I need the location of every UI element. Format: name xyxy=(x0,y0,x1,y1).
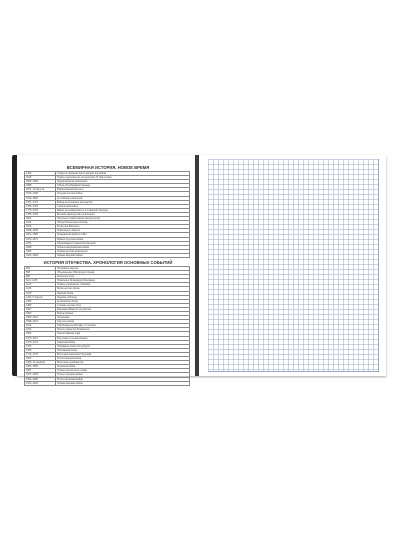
row-date: 862 xyxy=(25,266,56,270)
row-date: 1566–1609 xyxy=(25,180,56,184)
row-event: Крымская война xyxy=(56,365,190,369)
row-event: Нидерландская революция xyxy=(56,180,190,184)
row-event: Семилетняя война xyxy=(56,204,190,208)
row-date: 1242, 5 апреля xyxy=(25,295,56,299)
row-event: Первая мировая война xyxy=(56,381,190,385)
row-event: Опричнина xyxy=(56,316,190,320)
row-date: 1613 xyxy=(25,328,56,332)
notebook xyxy=(16,155,386,385)
row-date: 1804 xyxy=(25,217,56,221)
row-event: Гибель Непобедимой армады xyxy=(56,184,190,188)
row-event: Восстание декабристов xyxy=(56,361,190,365)
row-date: 1492 xyxy=(25,172,56,176)
row-event: Первая русская революция xyxy=(56,249,190,253)
row-event: Образование Германской империи xyxy=(56,241,190,245)
row-date: 1640–1660 xyxy=(25,196,56,200)
notebook-spine xyxy=(12,155,17,376)
row-event: Куликовская битва xyxy=(56,299,190,303)
row-event: Отмена крепостного права xyxy=(56,369,190,373)
row-date: 1670–1671 xyxy=(25,336,56,340)
row-date: 1756–1763 xyxy=(25,204,56,208)
row-event: Основание Санкт-Петербурга xyxy=(56,344,190,348)
row-date: 1547 xyxy=(25,307,56,311)
table-row xyxy=(25,381,190,385)
row-date: 1871 xyxy=(25,241,56,245)
row-event: Испано-американская война xyxy=(56,245,190,249)
row-date: 1572, 24 августа xyxy=(25,188,56,192)
row-date: 1914–1918 xyxy=(25,253,56,257)
row-date: 1812 xyxy=(25,357,56,361)
row-date: 1588 xyxy=(25,184,56,188)
row-date: 988 xyxy=(25,275,56,279)
row-date: 1480 xyxy=(25,303,56,307)
row-event: Русско-японская война xyxy=(56,377,190,381)
row-event: Невская битва xyxy=(56,291,190,295)
row-event: Отечественная война xyxy=(56,357,190,361)
row-date: 1703 xyxy=(25,344,56,348)
table-row xyxy=(25,253,190,257)
row-event: Первое упоминание о Москве xyxy=(56,283,190,287)
center-binding xyxy=(195,155,199,376)
row-date: 1905 xyxy=(25,249,56,253)
row-event: Война за испанское наследство xyxy=(56,200,190,204)
row-event: Взятие Казани xyxy=(56,312,190,316)
row-event: Революции в Европе xyxy=(56,229,190,233)
row-date: 1773–1775 xyxy=(25,352,56,356)
row-date: 1519 xyxy=(25,176,56,180)
row-event: Венчание Ивана IV на царство xyxy=(56,307,190,311)
row-event: Первое кругосветное путешествие Ф. Магеллана xyxy=(56,176,190,180)
row-event: Восстание Степана Разина xyxy=(56,336,190,340)
row-event: Поход Наполеона в Россию xyxy=(56,221,190,225)
row-date: 1848–1849 xyxy=(25,229,56,233)
row-event: Франко-прусская война xyxy=(56,237,190,241)
grid-page xyxy=(208,159,379,372)
row-date: 1701–1714 xyxy=(25,200,56,204)
row-date: 1113–1125 xyxy=(25,279,56,283)
row-date: 1618–1648 xyxy=(25,192,56,196)
row-date: 1825, 14 декабря xyxy=(25,361,56,365)
row-event: Крещение Руси xyxy=(56,275,190,279)
row-event: Английская революция xyxy=(56,196,190,200)
row-event: Объединение Новгорода и Киева xyxy=(56,271,190,275)
row-event: Варфоломеевская ночь xyxy=(56,188,190,192)
row-event: Тридцатилетняя война xyxy=(56,192,190,196)
row-date: 1223 xyxy=(25,287,56,291)
row-date: 1565–1572 xyxy=(25,316,56,320)
row-event: Начало династии Романовых xyxy=(56,328,190,332)
row-date: 1654 xyxy=(25,332,56,336)
row-event: Смутное время xyxy=(56,320,190,324)
row-event: Восстание Емельяна Пугачёва xyxy=(56,352,190,356)
row-event: Битва на реке Калке xyxy=(56,287,190,291)
row-date: 1147 xyxy=(25,283,56,287)
national-history-table xyxy=(24,266,190,386)
world-history-table xyxy=(24,171,190,258)
row-event: Стояние на реке Угре xyxy=(56,303,190,307)
row-date: 1898 xyxy=(25,245,56,249)
section-title-world-history: ВСЕМИРНАЯ ИСТОРИЯ. НОВОЕ ВРЕМЯ xyxy=(66,165,150,170)
row-date: 1552 xyxy=(25,312,56,316)
section-title-national-history: ИСТОРИЯ ОТЕЧЕСТВА. ХРОНОЛОГИЯ ОСНОВНЫХ СОБЫТИЙ xyxy=(43,259,173,265)
row-event: Открытие Америки Христофором Колумбом xyxy=(56,172,190,176)
row-event: Русско-турецкая война xyxy=(56,373,190,377)
row-date: 1380 xyxy=(25,299,56,303)
row-date: 1775–1783 xyxy=(25,208,56,212)
row-event: Переяславская рада xyxy=(56,332,190,336)
row-event: Призвание варягов xyxy=(56,266,190,270)
row-event: Война за независимость в Северной Америке xyxy=(56,208,190,212)
row-event: Северная война xyxy=(56,340,190,344)
row-event: Полтавская битва xyxy=(56,348,190,352)
row-event: Наполеон провозглашён императором xyxy=(56,217,190,221)
reference-page xyxy=(24,155,192,385)
row-event: Правление Владимира Мономаха xyxy=(56,279,190,283)
row-date: 882 xyxy=(25,271,56,275)
row-date: 1709 xyxy=(25,348,56,352)
row-date: 1914–1918 xyxy=(25,381,56,385)
row-date: 1815 xyxy=(25,225,56,229)
row-date: 1240 xyxy=(25,291,56,295)
row-event: Битва при Ватерлоо xyxy=(56,225,190,229)
row-date: 1904–1905 xyxy=(25,377,56,381)
row-date: 1877–1878 xyxy=(25,373,56,377)
row-event: Гражданская война в США xyxy=(56,233,190,237)
row-date: 1612 xyxy=(25,324,56,328)
row-date: 1853–1856 xyxy=(25,365,56,369)
row-date: 1700–1721 xyxy=(25,340,56,344)
row-event: Освобождение Москвы от поляков xyxy=(56,324,190,328)
row-date: 1861 xyxy=(25,369,56,373)
row-date: 1789–1799 xyxy=(25,212,56,216)
row-date: 1861–1865 xyxy=(25,233,56,237)
row-event: Великая французская революция xyxy=(56,212,190,216)
row-event: Первая мировая война xyxy=(56,253,190,257)
row-event: Ледовое побоище xyxy=(56,295,190,299)
row-date: 1870–1871 xyxy=(25,237,56,241)
row-date: 1812 xyxy=(25,221,56,225)
row-date: 1598–1613 xyxy=(25,320,56,324)
